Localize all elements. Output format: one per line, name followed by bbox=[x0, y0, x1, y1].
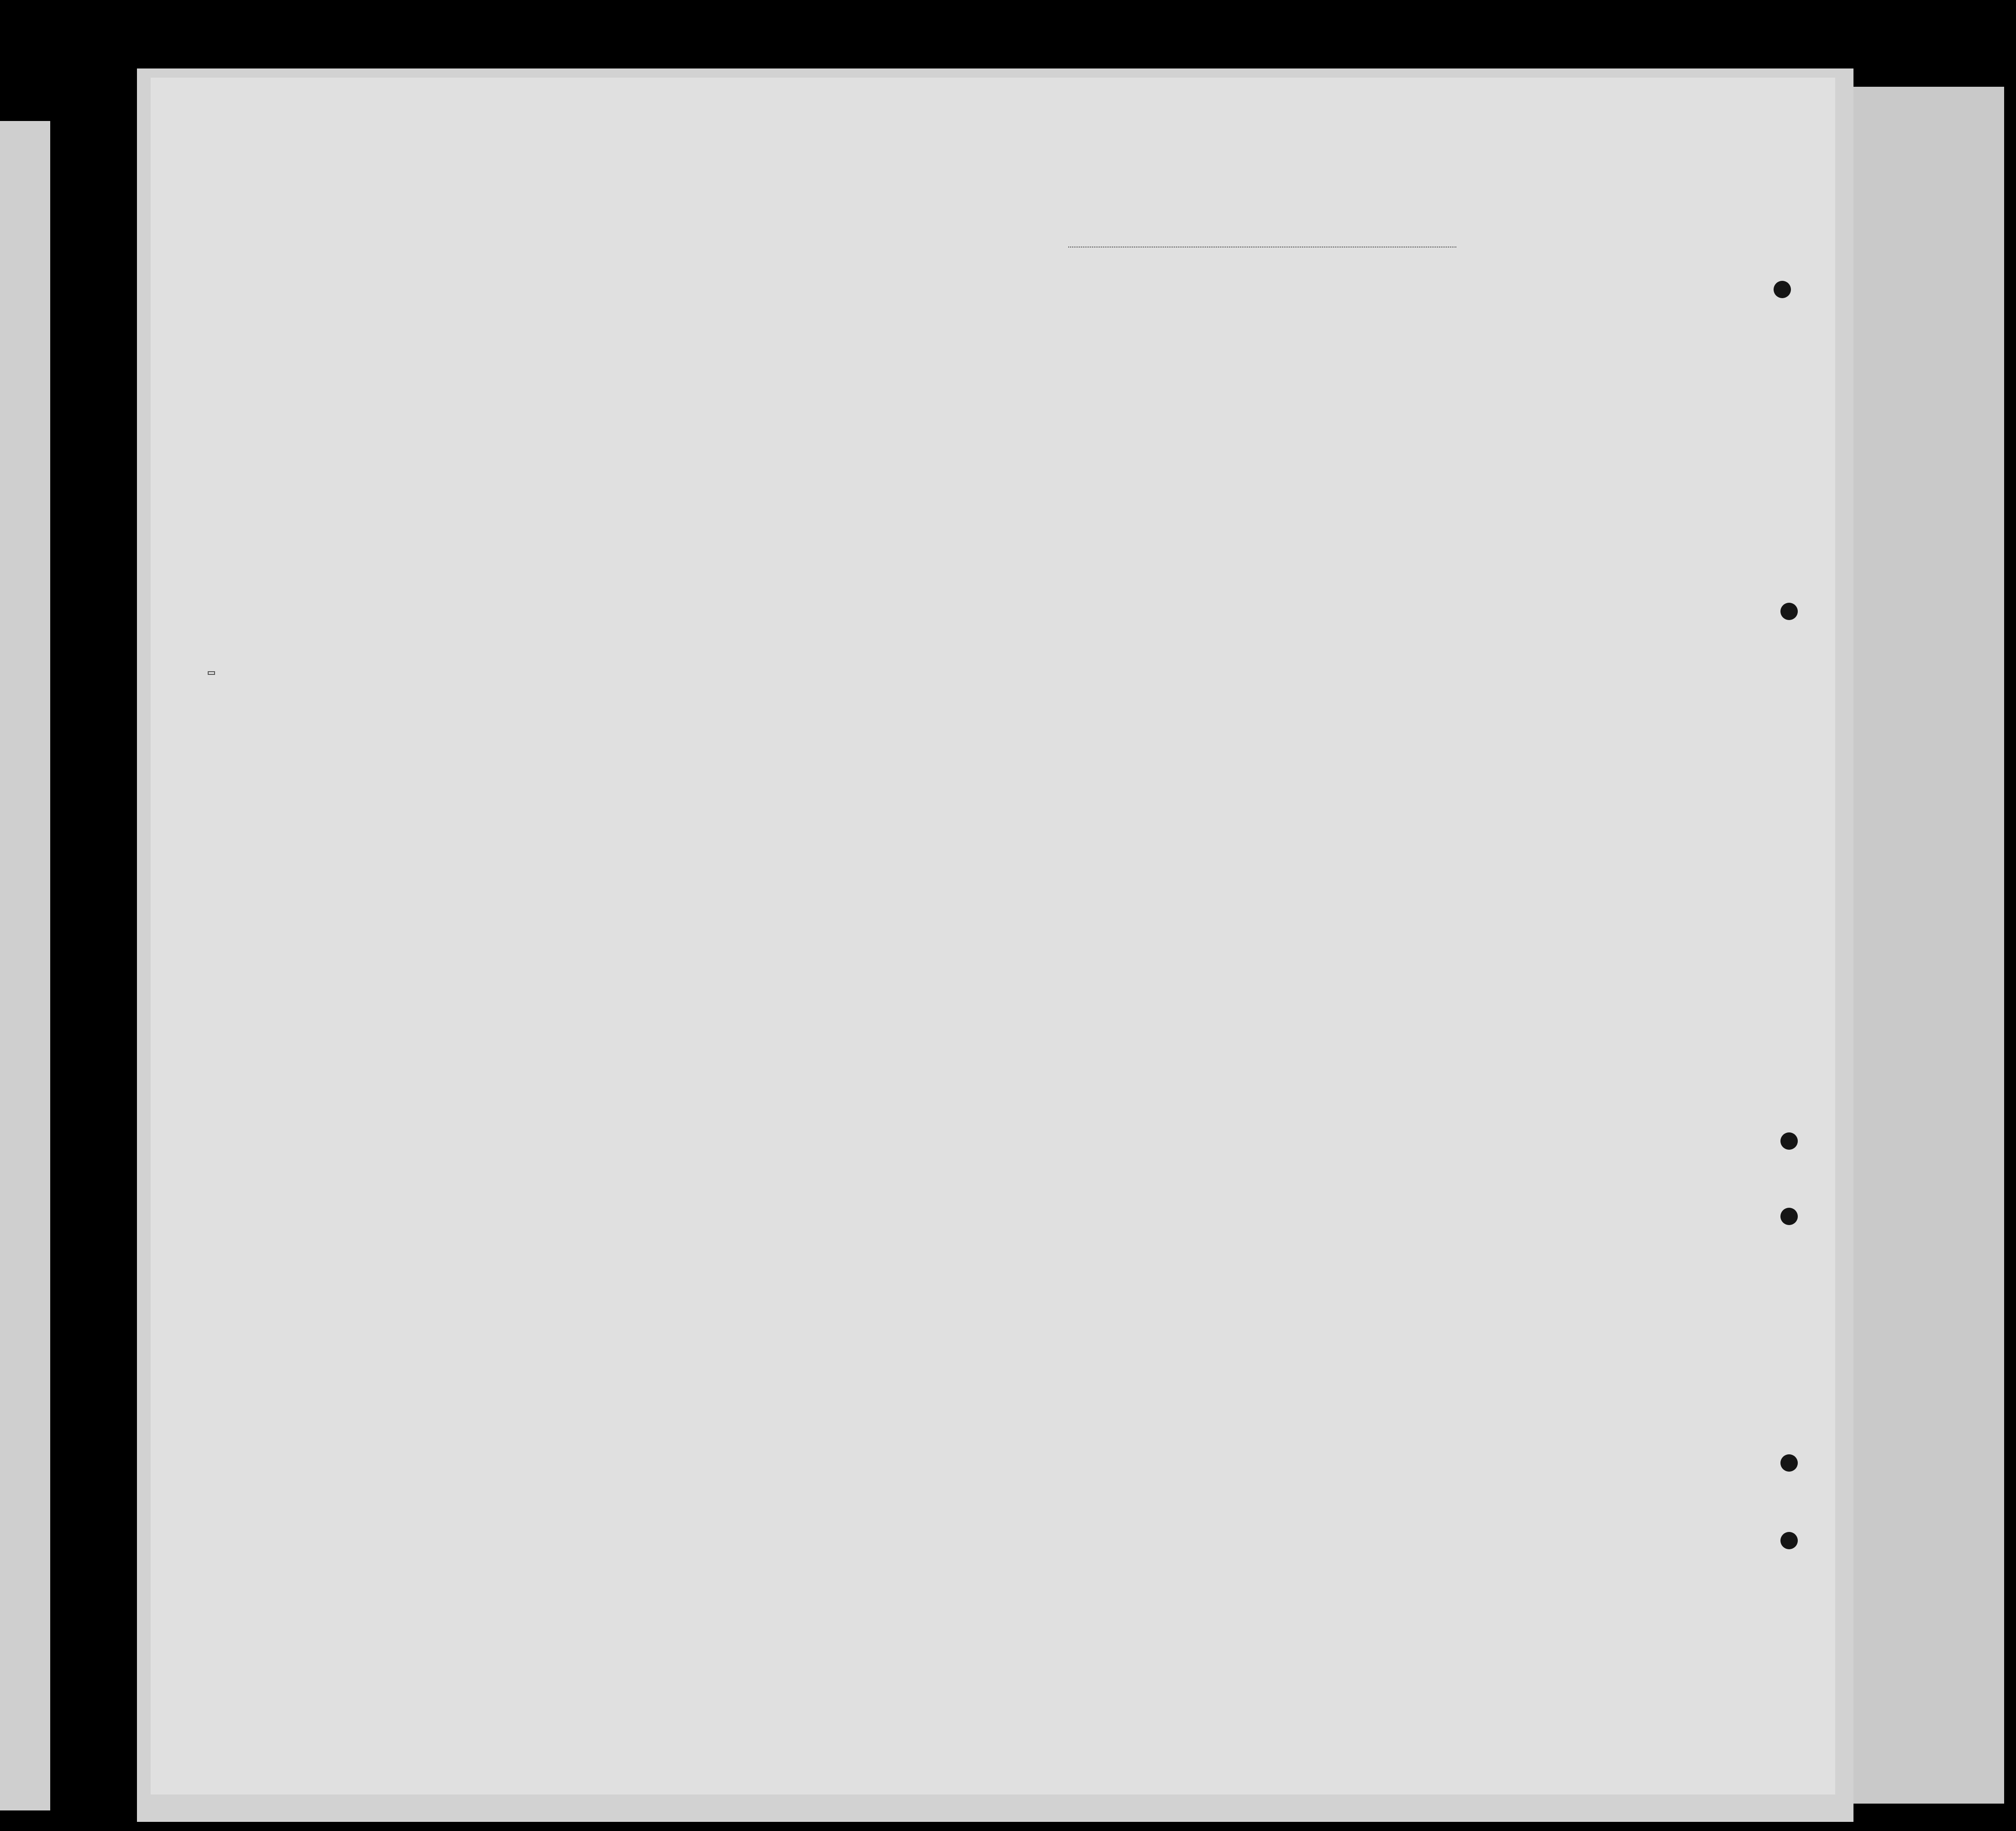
left-adjacent-page bbox=[0, 121, 50, 1810]
manifest-sheet bbox=[151, 78, 1835, 1794]
ruled-grid bbox=[151, 78, 1835, 1794]
binder-hole bbox=[1774, 281, 1791, 298]
head-tax-stamp bbox=[208, 671, 215, 675]
binder-hole bbox=[1780, 1532, 1798, 1549]
binder-hole bbox=[1780, 1208, 1798, 1225]
binder-hole bbox=[1780, 603, 1798, 620]
binder-hole bbox=[1780, 1454, 1798, 1472]
binder-hole bbox=[1780, 1132, 1798, 1150]
